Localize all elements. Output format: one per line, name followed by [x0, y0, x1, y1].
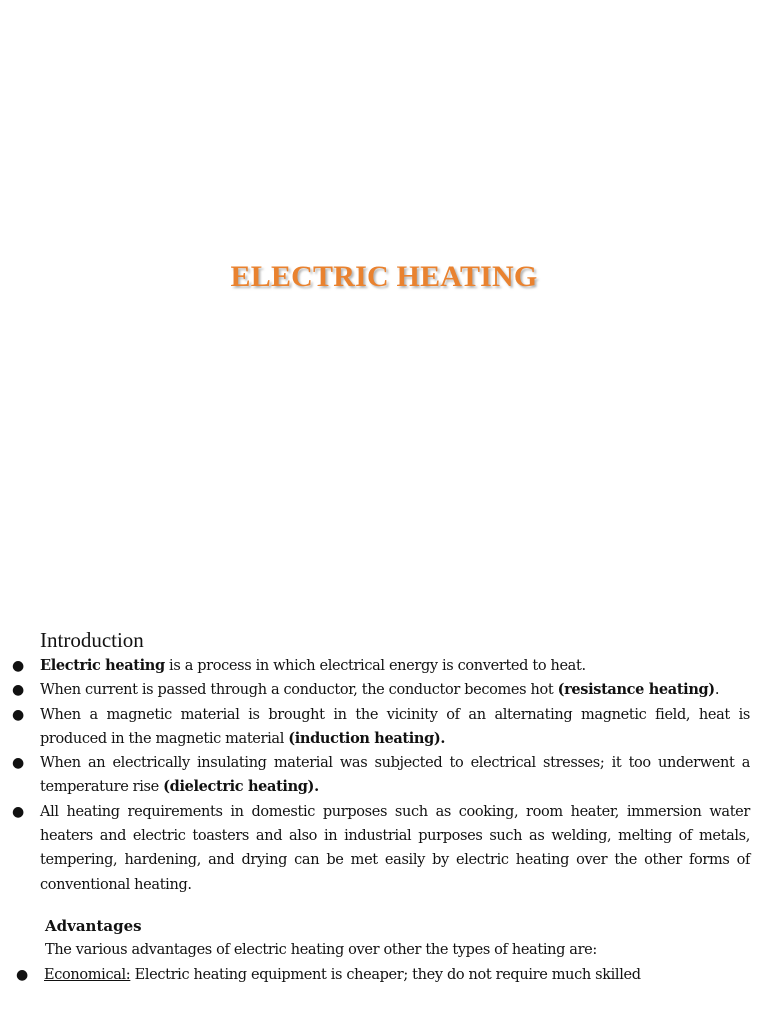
bullet-icon: ●: [12, 658, 24, 674]
bullet-icon: ●: [12, 803, 24, 820]
list-item: [0, 800, 768, 897]
advantages-intro: The various advantages of electric heating over other the types of heating are:: [45, 941, 597, 958]
list-item: [0, 751, 768, 800]
advantage-label: Economical:: [44, 966, 131, 983]
bullet-icon: ●: [12, 755, 24, 772]
bullet-icon: ●: [12, 706, 24, 723]
bold-term: (dielectric heating).: [163, 778, 319, 796]
bullet-text: is a process in which electrical energy is converted to heat.: [164, 658, 586, 674]
bullet-icon: ●: [12, 682, 24, 699]
bold-term: (resistance heating): [557, 681, 715, 699]
bold-term: (induction heating).: [288, 729, 446, 747]
bullet-text: When an electrically insulating material was subjected to electrical stresses; it too underwent a temperature rise: [40, 755, 750, 796]
bullet-text-end: .: [714, 682, 720, 699]
advantages-heading: Advantages: [45, 916, 142, 935]
list-item: [0, 963, 768, 987]
document-body: [0, 626, 768, 987]
bold-term: Electric heating: [40, 657, 165, 674]
advantage-text: Electric heating equipment is cheaper; they do not require much skilled: [130, 966, 641, 983]
advantages-list: [0, 963, 768, 987]
bullet-text: When current is passed through a conductor, the conductor becomes hot: [40, 682, 558, 699]
list-item: [0, 678, 768, 702]
bullet-icon: ●: [16, 966, 28, 983]
introduction-list: [0, 654, 768, 897]
list-item: [0, 703, 768, 752]
bullet-text: When a magnetic material is brought in the vicinity of an alternating magnetic field, heat is produced in the magnetic material: [40, 706, 750, 747]
introduction-heading: Introduction: [40, 628, 144, 652]
list-item: [0, 654, 768, 678]
bullet-text: All heating requirements in domestic purposes such as cooking, room heater, immersion water heaters and electric toasters and also in industrial purposes such as welding, melting of metals, tempering, hardening, and drying can be met easily by electric heating over the other forms of conventional heating.: [40, 803, 750, 893]
document-title: ELECTRIC HEATING: [230, 260, 538, 293]
